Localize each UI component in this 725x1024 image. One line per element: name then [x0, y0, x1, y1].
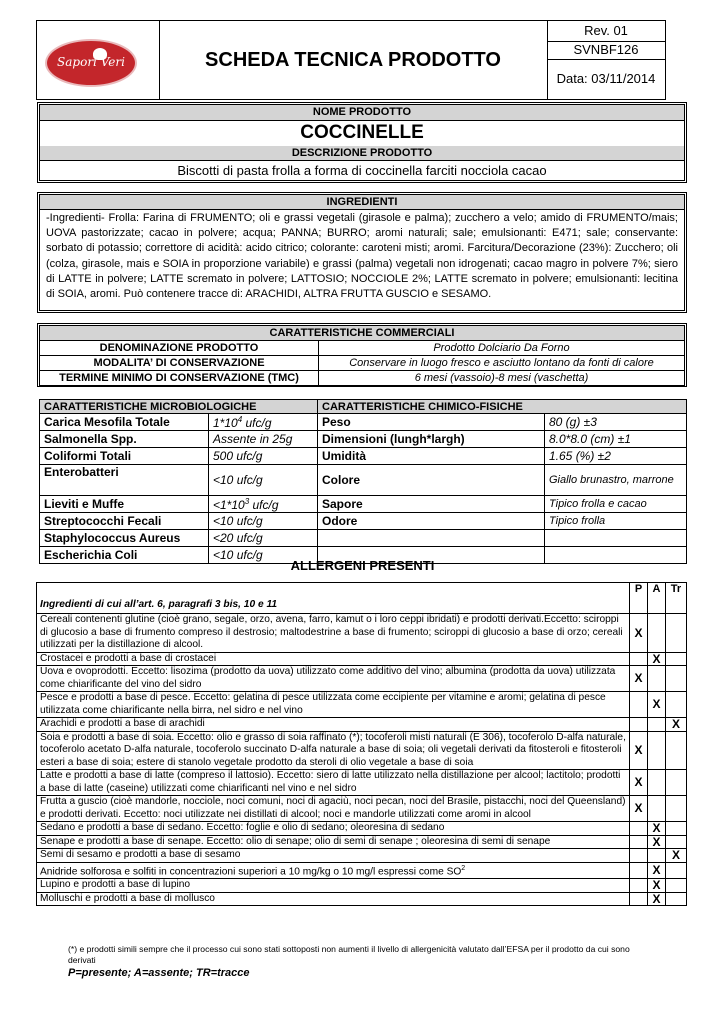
allergen-text: Sedano e prodotti a base di sedano. Eccetto: foglie e olio di sedano; oleoresina di sedano	[37, 822, 630, 836]
chem-row-label: Dimensioni (lungh*largh)	[318, 431, 545, 448]
chem-row-value: 1.65 (%) ±2	[545, 448, 687, 465]
sapori-veri-logo	[45, 39, 137, 87]
micro-row-label: Staphylococcus Aureus	[40, 530, 209, 547]
present-mark: X	[630, 796, 648, 822]
allergen-text: Semi di sesamo e prodotti a base di sesamo	[37, 849, 630, 863]
table-row	[40, 530, 687, 547]
ingredients-text: -Ingredienti- Frolla: Farina di FRUMENTO; oli e grassi vegetali (girasole e palma); zucchero a velo; amido di FRUMENTO/mais; UOVA pastorizzate; cacao in polvere; acqua; PANNA; BURRO; aromi naturali; sale; emulsionanti: E471; sale; conservante: sorbato di potassio; correttore di acidità: acido citrico; colorante: caroteni misti; aromi. Farcitura/Decorazione (23%): Zucchero; oli (colza, girasole, mais e SOIA in proporzione variabile) e grassi (palma) vegetali non idrogenati; cacao magro in polvere 7%; siero di LATTE in polvere; LATTE scremato in polvere; LATTOSIO; NOCCIOLE 2%; LATTE scremato in polvere; emulsionanti: lecitina di SOIA, aromi. Può contenere tracce di: ARACHIDI, ALTRA FRUTTA GUSCIO e SESAMO.	[46, 212, 678, 301]
allergen-text: Senape e prodotti a base di senape. Eccetto: olio di senape; olio di semi di senape ; oleoresina di semi di senape	[37, 835, 630, 849]
commercial-table	[39, 325, 685, 386]
chem-label: CARATTERISTICHE CHIMICO-FISICHE	[318, 400, 687, 414]
commercial-row-label: DENOMINAZIONE PRODOTTO	[40, 341, 319, 356]
commercial-row-label: MODALITA’ DI CONSERVAZIONE	[40, 356, 319, 371]
commercial-row-label: TERMINE MINIMO DI CONSERVAZIONE (TMC)	[40, 371, 319, 386]
micro-row-value: <10 ufc/g	[209, 547, 318, 564]
table-row	[40, 341, 685, 356]
table-row	[37, 718, 687, 732]
micro-row-value: <10 ufc/g	[209, 465, 318, 496]
allergen-text: Frutta a guscio (cioè mandorle, nocciole, noci comuni, noci di agaciù, noci pecan, noci del Brasile, pistacchi, noci del Queensland) e prodotti derivati. Eccetto: noci utilizzate nei distillati di alcool; noci e mandorle utilizzati come aromi in alcool	[37, 796, 630, 822]
micro-row-value: 500 ufc/g	[209, 448, 318, 465]
commercial-row-value: Prodotto Dolciario Da Forno	[319, 341, 685, 356]
absent-mark: X	[648, 822, 666, 836]
micro-row-value: <10 ufc/g	[209, 513, 318, 530]
allergens-header: Ingredienti di cui all’art. 6, paragrafi 3 bis, 10 e 11	[37, 583, 630, 614]
chem-row-value: Tipico frolla	[545, 513, 687, 530]
allergen-text: Lupino e prodotti a base di lupino	[37, 879, 630, 893]
table-row	[40, 496, 687, 513]
absent-mark: X	[648, 879, 666, 893]
table-row	[37, 692, 687, 718]
empty-cell	[545, 530, 687, 547]
logo-cell	[37, 21, 160, 99]
allergens-header-row	[37, 583, 687, 614]
document-title: SCHEDA TECNICA PRODOTTO	[159, 21, 548, 99]
chem-row-label: Peso	[318, 414, 545, 431]
table-row	[40, 356, 685, 371]
allergens-title: ALLERGENI PRESENTI	[290, 558, 435, 573]
table-row	[37, 822, 687, 836]
table-row	[40, 513, 687, 530]
table-row	[37, 614, 687, 653]
present-mark: X	[630, 731, 648, 770]
column-traces: Tr	[666, 583, 687, 614]
allergen-text: Pesce e prodotti a base di pesce. Eccetto: gelatina di pesce utilizzata come eccipiente per vitamine e aromi; gelatina di pesce utilizzata come chiarificante nella birra, nel sidro e nel vino	[37, 692, 630, 718]
absent-mark: X	[648, 862, 666, 879]
allergen-text: Cereali contenenti glutine (cioè grano, segale, orzo, avena, farro, kamut o i loro ceppi ibridati) e prodotti derivati.Eccetto: sciroppi di glucosio a base di frumento compreso il destrosio; maltodestrine a base di frumento; sciroppi di glucosio a base di orzo; cereali utilizzati per la distillazione di alcool.	[37, 614, 630, 653]
chem-row-label: Umidità	[318, 448, 545, 465]
traces-mark: X	[666, 849, 687, 863]
document-header	[36, 20, 666, 100]
micro-label: CARATTERISTICHE MICROBIOLOGICHE	[40, 400, 318, 414]
logo-text: Sapori Veri	[57, 55, 125, 69]
chem-row-label: Sapore	[318, 496, 545, 513]
table-row	[37, 770, 687, 796]
table-row	[40, 465, 687, 496]
present-mark: X	[630, 614, 648, 653]
table-row	[37, 652, 687, 666]
table-row	[37, 666, 687, 692]
commercial-row-value: 6 mesi (vassoio)-8 mesi (vaschetta)	[319, 371, 685, 386]
allergen-text: Soia e prodotti a base di soia. Eccetto: olio e grasso di soia raffinato (*); tocoferoli misti naturali (E 306), tocoferolo D-alfa naturale, tocoferolo acetato D-alfa naturale, tocoferolo succinato D-alfa naturale a base di soia; oli vegetali derivati da fitosteroli e fitosteroli esteri a base di soia; estere di stanolo vegetale prodotto da steroli di olio vegetale a base di soia	[37, 731, 630, 770]
micro-row-label: Streptococchi Fecali	[40, 513, 209, 530]
allergens-legend: P=presente; A=assente; TR=tracce	[68, 967, 250, 979]
column-absent: A	[648, 583, 666, 614]
product-section	[39, 104, 685, 181]
absent-mark: X	[648, 892, 666, 906]
micro-row-label: Enterobatteri	[40, 465, 209, 496]
table-row	[40, 371, 685, 386]
table-row	[37, 849, 687, 863]
allergen-text: Latte e prodotti a base di latte (compreso il lattosio). Eccetto: siero di latte utilizzato nella distillazione per alcool; lactitolo; prodotti a base di latte (caseine) utilizzati come chiarificanti nel vino e nel sidro	[37, 770, 630, 796]
allergens-footnote: (*) e prodotti simili sempre che il processo cui sono stati sottoposti non aumenti il livello di allergenicità valutato dall’EFSA per il prodotto da cui sono derivati	[68, 944, 630, 965]
commercial-row-value: Conservare in luogo fresco e asciutto lontano da fonti di calore	[319, 356, 685, 371]
micro-row-value: Assente in 25g	[209, 431, 318, 448]
chem-row-value: Giallo brunastro, marrone	[545, 465, 687, 496]
micro-row-label: Lieviti e Muffe	[40, 496, 209, 513]
traces-mark: X	[666, 718, 687, 732]
table-row	[37, 731, 687, 770]
absent-mark: X	[648, 692, 666, 718]
product-description-label: DESCRIZIONE PRODOTTO	[40, 146, 684, 161]
table-row	[37, 796, 687, 822]
allergen-text: Anidride solforosa e solfiti in concentrazioni superiori a 10 mg/kg o 10 mg/l espressi come $SO^2$	[37, 862, 630, 879]
micro-chem-table	[39, 399, 687, 564]
absent-mark: X	[648, 835, 666, 849]
micro-row-label: Escherichia Coli	[40, 547, 209, 564]
micro-row-value: <20 ufc/g	[209, 530, 318, 547]
product-name-label: NOME PRODOTTO	[40, 105, 684, 121]
table-row	[37, 879, 687, 893]
commercial-label: CARATTERISTICHE COMMERCIALI	[40, 326, 685, 341]
chem-row-label: Colore	[318, 465, 545, 496]
micro-row-label: Salmonella Spp.	[40, 431, 209, 448]
column-present: P	[630, 583, 648, 614]
product-name: COCCINELLE	[40, 120, 684, 147]
product-description: Biscotti di pasta frolla a forma di coccinella farciti nocciola cacao	[177, 163, 547, 178]
allergen-text: Molluschi e prodotti a base di mollusco	[37, 892, 630, 906]
present-mark: X	[630, 666, 648, 692]
allergen-text: Crostacei e prodotti a base di crostacei	[37, 652, 630, 666]
allergens-table	[36, 582, 687, 906]
table-row	[37, 862, 687, 879]
empty-cell	[318, 530, 545, 547]
micro-row-label: Coliformi Totali	[40, 448, 209, 465]
commercial-section	[39, 325, 685, 385]
table-row	[37, 892, 687, 906]
chem-row-value: Tipico frolla e cacao	[545, 496, 687, 513]
ingredients-label: INGREDIENTI	[40, 195, 684, 210]
present-mark: X	[630, 770, 648, 796]
micro-row-label: Carica Mesofila Totale	[40, 414, 209, 431]
table-row	[37, 835, 687, 849]
chem-row-value: 80 (g) ±3	[545, 414, 687, 431]
product-code: SVNBF126	[547, 41, 665, 60]
table-row	[40, 448, 687, 465]
document-date: Data: 03/11/2014	[556, 71, 656, 86]
allergen-text: Arachidi e prodotti a base di arachidi	[37, 718, 630, 732]
table-row	[40, 431, 687, 448]
revision-number: Rev. 01	[547, 21, 665, 42]
absent-mark: X	[648, 652, 666, 666]
allergen-text: Uova e ovoprodotti. Eccetto: lisozima (prodotto da uova) utilizzato come additivo del vino; albumina (prodotta da uova) utilizzata come chiarificante del vino del sidro	[37, 666, 630, 692]
micro-row-value: $1*10^4$ ufc/g	[209, 414, 318, 431]
table-row	[40, 414, 687, 431]
chem-row-value: 8.0*8.0 (cm) ±1	[545, 431, 687, 448]
ingredients-section	[39, 194, 685, 311]
micro-row-value: $<1*10^3$ ufc/g	[209, 496, 318, 513]
chem-row-label: Odore	[318, 513, 545, 530]
